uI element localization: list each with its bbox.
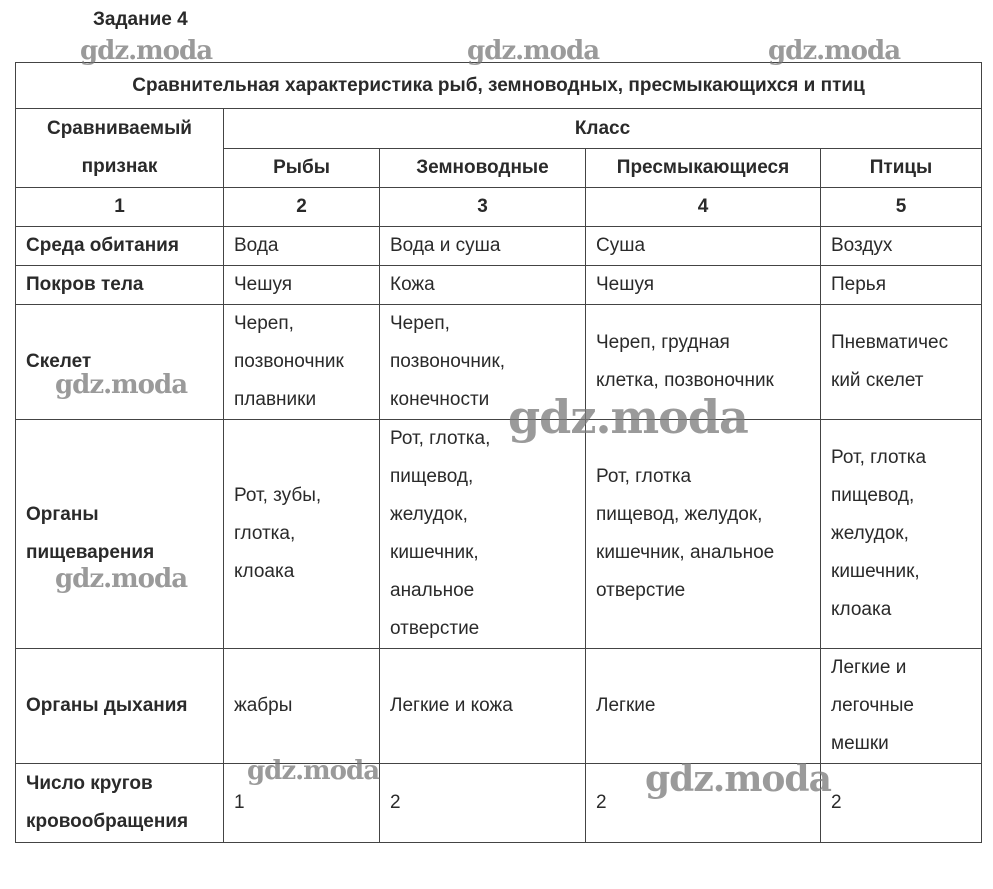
value-cell: [380, 420, 586, 649]
cell-line: кишечник,: [831, 561, 920, 582]
cell-line: Череп,: [234, 313, 294, 334]
value-cell: [821, 266, 982, 305]
cell-line: желудок,: [831, 523, 909, 544]
watermark: gdz.moda: [55, 370, 188, 400]
cell-line: позвоночник: [234, 351, 344, 372]
feature-cell: [16, 305, 224, 420]
cell-line: 2: [596, 792, 607, 813]
table-row: [16, 266, 982, 305]
value-cell: [821, 227, 982, 266]
watermark: gdz.moda: [55, 564, 188, 594]
table-row: [16, 227, 982, 266]
cell-line: клоака: [234, 561, 295, 582]
table-title: Сравнительная характеристика рыб, земноводных, пресмыкающихся и птиц: [16, 63, 982, 109]
cell-line: Перья: [831, 274, 886, 295]
cell-line: Скелет: [26, 351, 92, 372]
cell-line: анальное: [390, 580, 475, 601]
cell-line: клетка, позвоночник: [596, 370, 774, 391]
cell-line: кишечник, анальное: [596, 542, 775, 563]
value-cell: [586, 266, 821, 305]
cell-line: Рот, зубы,: [234, 485, 322, 506]
value-cell: [380, 649, 586, 764]
feature-cell: [16, 266, 224, 305]
column-number: 1: [16, 188, 224, 227]
value-cell: [380, 764, 586, 843]
table-row: [16, 420, 982, 649]
cell-line: отверстие: [596, 580, 686, 601]
value-cell: [586, 764, 821, 843]
cell-line: Рот, глотка: [831, 447, 927, 468]
task-label: Задание 4: [93, 9, 188, 30]
cell-line: легочные: [831, 695, 914, 716]
value-cell: [821, 649, 982, 764]
value-cell: [821, 305, 982, 420]
value-cell: [380, 305, 586, 420]
cell-line: Вода и суша: [390, 235, 501, 256]
cell-line: кровообращения: [26, 811, 189, 832]
cell-line: пищевод,: [831, 485, 915, 506]
cell-line: позвоночник,: [390, 351, 506, 372]
class-header: Класс: [224, 109, 982, 149]
watermark: gdz.moda: [247, 756, 380, 786]
cell-line: пищевод, желудок,: [596, 504, 763, 525]
value-cell: [224, 764, 380, 843]
cell-line: Число кругов: [26, 773, 153, 794]
table-row: [16, 764, 982, 843]
cell-line: глотка,: [234, 523, 296, 544]
value-cell: [586, 227, 821, 266]
value-cell: [224, 649, 380, 764]
feature-cell: [16, 420, 224, 649]
value-cell: [821, 420, 982, 649]
value-cell: [586, 649, 821, 764]
value-cell: [224, 305, 380, 420]
value-cell: [586, 420, 821, 649]
value-cell: [821, 764, 982, 843]
cell-line: Легкие и: [831, 657, 907, 678]
watermark: gdz.moda: [768, 36, 901, 66]
table-row: [16, 305, 982, 420]
value-cell: [224, 266, 380, 305]
value-cell: [586, 305, 821, 420]
cell-line: Вода: [234, 235, 279, 256]
cell-line: пищеварения: [26, 542, 155, 563]
cell-line: Органы дыхания: [26, 695, 188, 716]
watermark: gdz.moda: [80, 36, 213, 66]
cell-line: желудок,: [390, 504, 468, 525]
cell-line: плавники: [234, 389, 317, 410]
cell-line: мешки: [831, 733, 889, 754]
cell-line: конечности: [390, 389, 490, 410]
comparison-table: [15, 62, 982, 843]
cell-line: Рот, глотка: [596, 466, 692, 487]
cell-line: Чешуя: [234, 274, 293, 295]
column-header: Пресмыкающиеся: [586, 149, 821, 188]
cell-line: кишечник,: [390, 542, 479, 563]
column-header: Птицы: [821, 149, 982, 188]
watermark: gdz.moda: [508, 390, 748, 444]
column-number: 2: [224, 188, 380, 227]
cell-line: Воздух: [831, 235, 893, 256]
cell-line: Череп,: [390, 313, 450, 334]
feature-header: Сравниваемый признак: [16, 109, 224, 188]
table-row: [16, 649, 982, 764]
cell-line: Легкие: [596, 695, 656, 716]
cell-line: жабры: [234, 695, 293, 716]
value-cell: [380, 266, 586, 305]
cell-line: пищевод,: [390, 466, 474, 487]
feature-cell: [16, 649, 224, 764]
cell-line: 2: [831, 792, 842, 813]
cell-line: Пневматичес: [831, 332, 949, 353]
cell-line: Чешуя: [596, 274, 655, 295]
cell-line: Покров тела: [26, 274, 144, 295]
cell-line: Суша: [596, 235, 646, 256]
feature-cell: [16, 227, 224, 266]
watermark: gdz.moda: [467, 36, 600, 66]
cell-line: Легкие и кожа: [390, 695, 513, 716]
cell-line: 2: [390, 792, 401, 813]
value-cell: [224, 420, 380, 649]
cell-line: Рот, глотка,: [390, 428, 491, 449]
cell-line: Череп, грудная: [596, 332, 730, 353]
cell-line: Среда обитания: [26, 235, 179, 256]
value-cell: [224, 227, 380, 266]
value-cell: [380, 227, 586, 266]
cell-line: кий скелет: [831, 370, 924, 391]
column-number: 3: [380, 188, 586, 227]
column-header: Земноводные: [380, 149, 586, 188]
cell-line: 1: [234, 792, 245, 813]
cell-line: клоака: [831, 599, 892, 620]
cell-line: Органы: [26, 504, 99, 525]
cell-line: Кожа: [390, 274, 435, 295]
column-number: 5: [821, 188, 982, 227]
column-number: 4: [586, 188, 821, 227]
watermark: gdz.moda: [645, 758, 831, 800]
feature-cell: [16, 764, 224, 843]
column-header: Рыбы: [224, 149, 380, 188]
cell-line: отверстие: [390, 618, 480, 639]
